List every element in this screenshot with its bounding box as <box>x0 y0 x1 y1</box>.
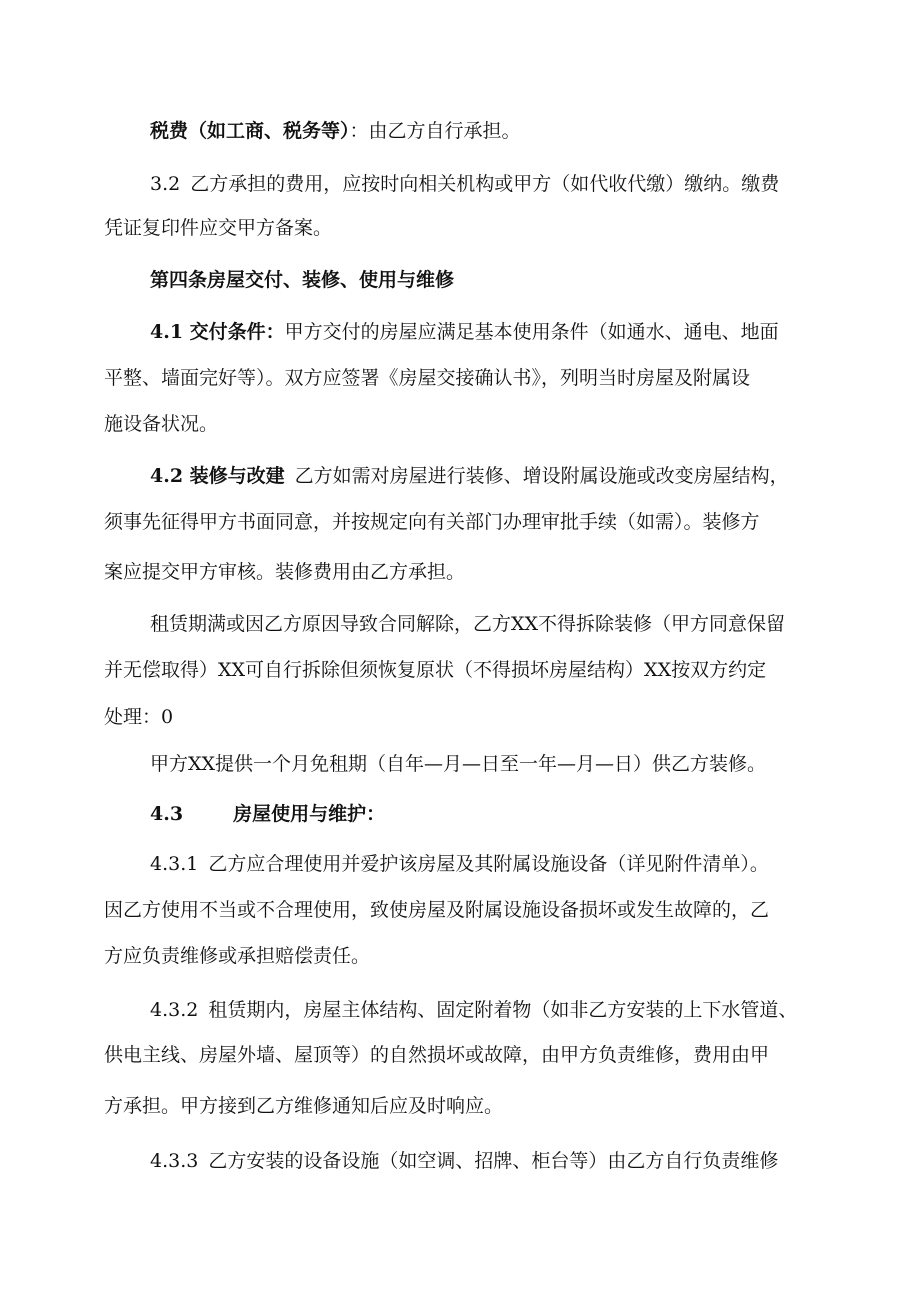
article-4-title: 第四条房屋交付、装修、使用与维修 <box>150 269 455 291</box>
clause-4-2-restore-line-3: 处理：0 <box>104 706 174 728</box>
clause-4-3-3-number: 4.3.3 <box>150 1150 199 1172</box>
clause-3-2-line-2: 凭证复印件应交甲方备案。 <box>104 217 333 239</box>
clause-4-3-3-line-1 <box>150 1149 778 1173</box>
clause-4-2-restore-line-2: 并无偿取得）XX可自行拆除但须恢复原状（不得损坏房屋结构）XX按双方约定 <box>104 659 767 681</box>
clause-4-1-line-2: 平整、墙面完好等）。双方应签署《房屋交接确认书》，列明当时房屋及附属设 <box>104 367 751 389</box>
clause-4-3-number: 4.3 <box>150 803 184 825</box>
clause-4-3-1-line-2: 因乙方使用不当或不合理使用，致使房屋及附属设施设备损坏或发生故障的，乙 <box>104 899 770 921</box>
clause-4-2-line-3: 案应提交甲方审核。装修费用由乙方承担。 <box>104 561 466 583</box>
clause-4-2-heading: 4.2 装修与改建 <box>150 465 285 487</box>
clause-4-3-2-number: 4.3.2 <box>150 999 199 1021</box>
clause-3-2-number: 3.2 <box>150 173 181 195</box>
clause-4-3-2-text-1: 租赁期内，房屋主体结构、固定附着物（如非乙方安装的上下水管道、 <box>208 999 798 1021</box>
clause-4-3-3-text-1: 乙方安装的设备设施（如空调、招牌、柜台等）由乙方自行负责维修 <box>208 1150 779 1172</box>
clause-3-2-line-1 <box>150 172 779 196</box>
clause-4-3-2-line-2: 供电主线、房屋外墙、屋顶等）的自然损坏或故障，由甲方负责维修，费用由甲 <box>104 1044 770 1066</box>
clause-4-1-line-1 <box>150 320 779 344</box>
clause-4-2-line-1 <box>150 464 789 488</box>
clause-4-3-1-line-1 <box>150 852 769 876</box>
clause-4-3-1-text-1: 乙方应合理使用并爱护该房屋及其附属设施设备（详见附件清单）。 <box>208 853 769 875</box>
tax-label: 税费（如工商、税务等） <box>150 120 350 142</box>
tax-text: ：由乙方自行承担。 <box>349 120 521 142</box>
clause-4-3-1-number: 4.3.1 <box>150 853 199 875</box>
clause-4-2-line-2: 须事先征得甲方书面同意，并按规定向有关部门办理审批手续（如需）。装修方 <box>104 511 760 533</box>
clause-4-3-title: 房屋使用与维护： <box>233 803 386 825</box>
clause-4-1-line-3: 施设备状况。 <box>104 413 219 435</box>
rent-free-line: 甲方XX提供一个月免租期（自年—月—日至一年—月—日）供乙方装修。 <box>150 753 767 775</box>
clause-4-1-heading: 4.1 交付条件： <box>150 321 285 343</box>
clause-4-3-2-line-3: 方承担。甲方接到乙方维修通知后应及时响应。 <box>104 1095 504 1117</box>
clause-4-2-text-1: 乙方如需对房屋进行装修、增设附属设施或改变房屋结构， <box>294 465 789 487</box>
clause-4-3-1-line-3: 方应负责维修或承担赔偿责任。 <box>104 945 371 967</box>
clause-4-2-restore-line-1: 租赁期满或因乙方原因导致合同解除，乙方XX不得拆除装修（甲方同意保留 <box>150 613 786 635</box>
clause-3-2-text-1: 乙方承担的费用，应按时向相关机构或甲方（如代收代缴）缴纳。缴费 <box>190 173 780 195</box>
tax-paragraph <box>150 119 521 143</box>
clause-4-1-text-1: 甲方交付的房屋应满足基本使用条件（如通水、通电、地面 <box>284 321 779 343</box>
clause-4-3-heading <box>150 802 385 826</box>
clause-4-3-2-line-1 <box>150 998 797 1022</box>
